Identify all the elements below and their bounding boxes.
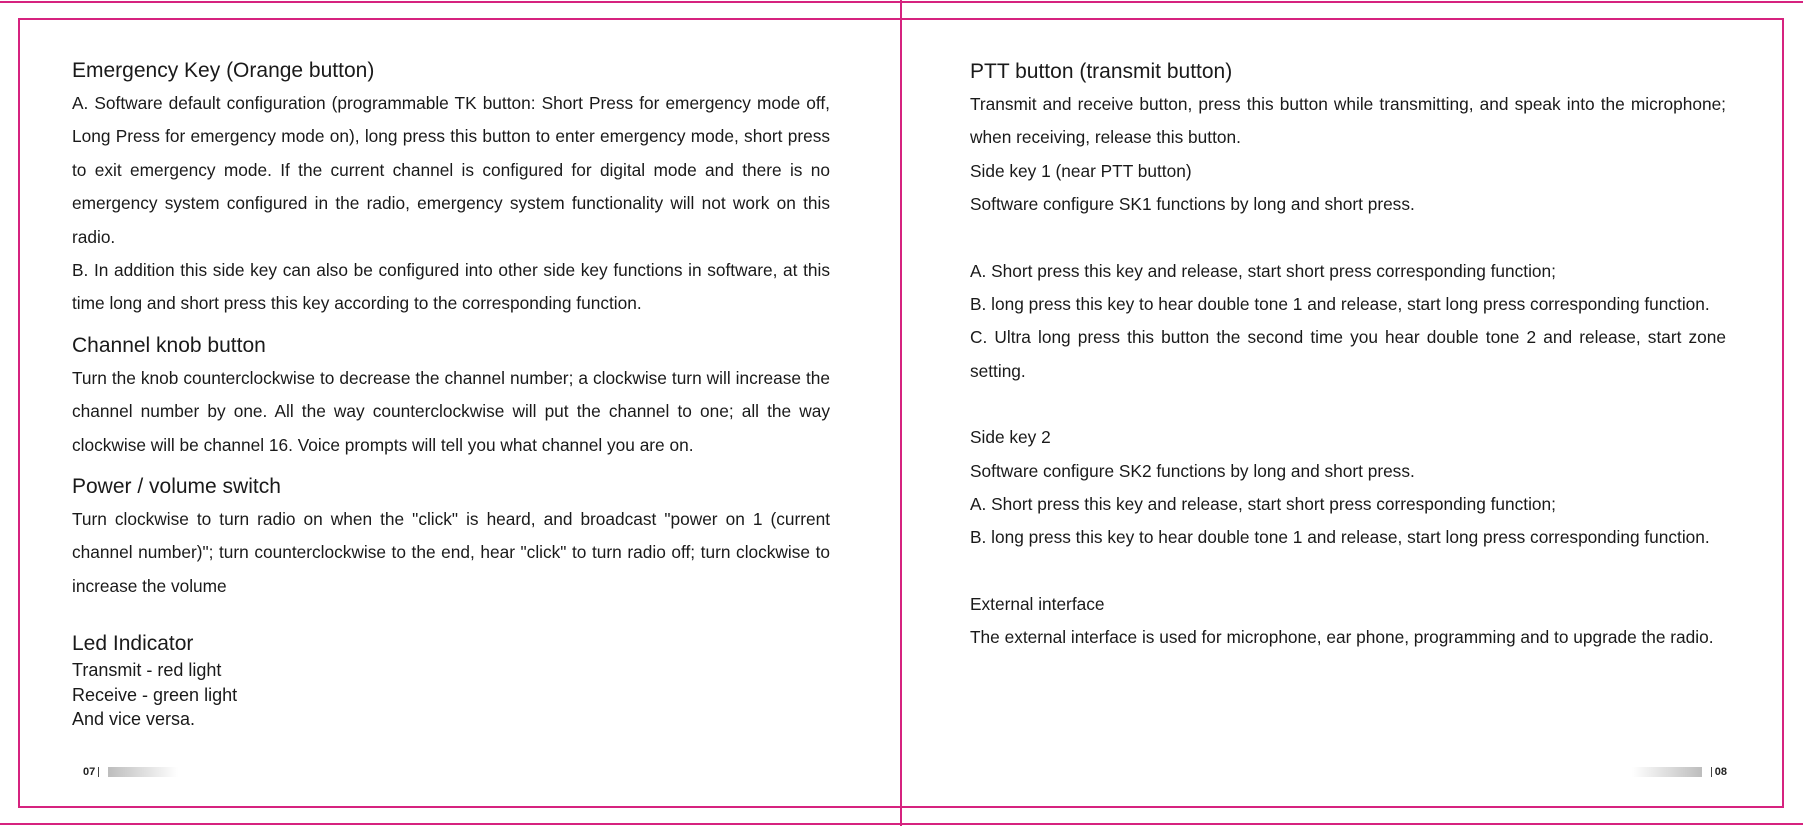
side-key-1-item-b: B. long press this key to hear double tone 1 and release, start long press corresponding function. [970, 294, 1710, 315]
led-indicator-section [72, 629, 830, 732]
emergency-key-heading: Emergency Key (Orange button) [72, 59, 375, 82]
right-column [970, 55, 1726, 655]
page-number-bar [1632, 767, 1702, 777]
emergency-key-para-a: A. Software default configuration (programmable TK button: Short Press for emergency mode off, Long Press for emergency mode on), long press this button to enter emergency mode, short press to exit emergency mode. If the current channel is configured for digital mode and there is no emergency system configured in the radio, emergency system functionality will not work on this radio. [72, 93, 830, 247]
power-volume-text: Turn clockwise to turn radio on when the "click" is heard, and broadcast "power on 1 (current channel number)"; turn counterclockwise to the end, hear "click" to turn radio off; turn clockwise to increase the volume [72, 509, 830, 596]
page-number-separator [98, 767, 99, 777]
channel-knob-section [72, 329, 830, 462]
emergency-key-para-b: B. In addition this side key can also be configured into other side key functions in software, at this time long and short press this key according to the corresponding function. [72, 260, 830, 314]
side-key-1-item-c: C. Ultra long press this button the second time you hear double tone 2 and release, start zone setting. [970, 327, 1726, 381]
channel-knob-heading: Channel knob button [72, 333, 266, 357]
page-number-bar [108, 767, 178, 777]
ptt-text: Transmit and receive button, press this button while transmitting, and speak into the microphone; when receiving, release this button. [970, 94, 1726, 148]
led-indicator-heading: Led Indicator [72, 632, 194, 656]
ptt-heading: PTT button (transmit button) [970, 60, 1233, 83]
ptt-section [970, 55, 1726, 155]
channel-knob-text: Turn the knob counterclockwise to decrease the channel number; a clockwise turn will increase the channel number by one. All the way counterclockwise will put the channel to one; all the way clockwise will be channel 16. Voice prompts will tell you what channel you are on. [72, 367, 830, 455]
external-interface-title: External interface [970, 593, 1105, 614]
right-page [902, 0, 1803, 826]
side-key-1-section [970, 155, 1726, 388]
side-key-1-title: Side key 1 (near PTT button) [970, 160, 1192, 181]
page-number-left-text: 07 [83, 766, 96, 778]
power-volume-section [72, 470, 830, 603]
side-key-1-intro: Software configure SK1 functions by long and short press. [970, 194, 1415, 215]
page-number-right [1632, 766, 1727, 778]
emergency-key-section [72, 54, 830, 321]
page-number-right-text: 08 [1714, 766, 1727, 778]
side-key-1-item-a: A. Short press this key and release, start short press corresponding function; [970, 260, 1556, 281]
left-page [0, 0, 900, 826]
led-line-vice-versa: And vice versa. [72, 709, 196, 730]
side-key-2-item-b: B. long press this key to hear double tone 1 and release, start long press corresponding function. [970, 527, 1710, 548]
external-interface-section [970, 588, 1726, 655]
power-volume-heading: Power / volume switch [72, 475, 281, 499]
side-key-2-intro: Software configure SK2 functions by long and short press. [970, 460, 1415, 481]
side-key-2-title: Side key 2 [970, 427, 1051, 448]
page-number-separator [1711, 767, 1712, 777]
led-line-transmit: Transmit - red light [72, 660, 222, 681]
external-interface-text: The external interface is used for microphone, ear phone, programming and to upgrade the radio. [970, 627, 1714, 648]
side-key-2-section [970, 421, 1726, 555]
page-number-left [83, 766, 178, 778]
side-key-2-item-a: A. Short press this key and release, start short press corresponding function; [970, 494, 1556, 515]
left-column [72, 54, 830, 732]
led-line-receive: Receive - green light [72, 684, 238, 705]
